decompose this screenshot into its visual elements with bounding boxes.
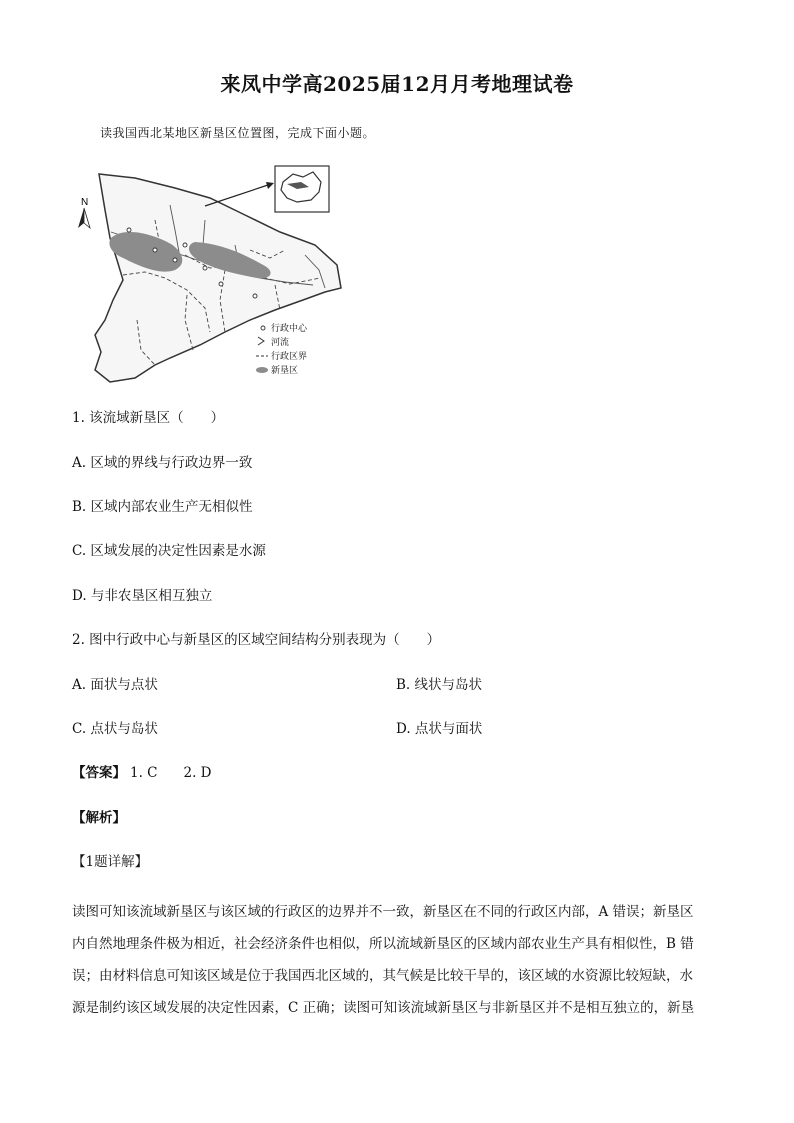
map-legend [256, 322, 308, 376]
dot-icon [261, 326, 265, 330]
question-2-option-c: C. 点状与岛状 [72, 721, 158, 737]
detail-line-3: 误；由材料信息可知该区域是位于我国西北区域的，其气候是比较干旱的，该区域的水资源比较短缺，水 [72, 968, 693, 984]
question-2-option-b: B. 线状与岛状 [396, 677, 483, 693]
detail-line-4: 源是制约该区域发展的决定性因素，C 正确；读图可知该流域新垦区与非新垦区并不是相互独立的，新垦 [72, 1000, 695, 1016]
detail-line-1: 读图可知该流域新垦区与该区域的行政区的边界并不一致，新垦区在不同的行政区内部，A 错误；新垦区 [72, 904, 694, 920]
legend-label-boundary: 行政区界 [271, 352, 308, 362]
intro-text: 读我国西北某地区新垦区位置图，完成下面小题。 [100, 126, 376, 140]
page-title: 来凤中学高2025届12月月考地理试卷 [220, 72, 574, 96]
answer-2: 2. D [183, 765, 212, 781]
analysis-label: 【解析】 [72, 810, 126, 826]
question-1-option-b: B. 区域内部农业生产无相似性 [72, 499, 253, 515]
locator-arrow [205, 182, 274, 206]
question-2-option-a: A. 面状与点状 [72, 677, 158, 693]
region-map [75, 160, 365, 385]
detail-label: 【1题详解】 [72, 854, 149, 870]
question-1-option-a: A. 区域的界线与行政边界一致 [72, 455, 253, 471]
question-1-option-d: D. 与非农垦区相互独立 [72, 588, 213, 604]
legend-label-new-reclaim: 新垦区 [271, 366, 299, 376]
new-reclaim-icon [256, 367, 268, 373]
question-2-stem: 2. 图中行政中心与新垦区的区域空间结构分别表现为（ ） [72, 632, 441, 648]
question-2-option-d: D. 点状与面状 [396, 721, 483, 737]
detail-paragraph [72, 896, 715, 1024]
question-1-stem: 1. 该流域新垦区（ ） [72, 410, 225, 426]
answer-line [72, 763, 212, 783]
answer-1: 1. C [130, 765, 158, 781]
detail-line-2: 内自然地理条件极为相近，社会经济条件也相似，所以流域新垦区的区域内部农业生产具有相似性，B 错 [72, 936, 694, 952]
legend-label-river: 河流 [271, 338, 290, 348]
inset-map [275, 166, 329, 212]
river-icon [258, 337, 264, 345]
legend-label-admin-center: 行政中心 [271, 324, 308, 334]
north-arrow-icon [78, 197, 90, 228]
answer-label: 【答案】 [72, 765, 126, 781]
question-1-option-c: C. 区域发展的决定性因素是水源 [72, 543, 266, 559]
north-label: N [81, 197, 89, 208]
